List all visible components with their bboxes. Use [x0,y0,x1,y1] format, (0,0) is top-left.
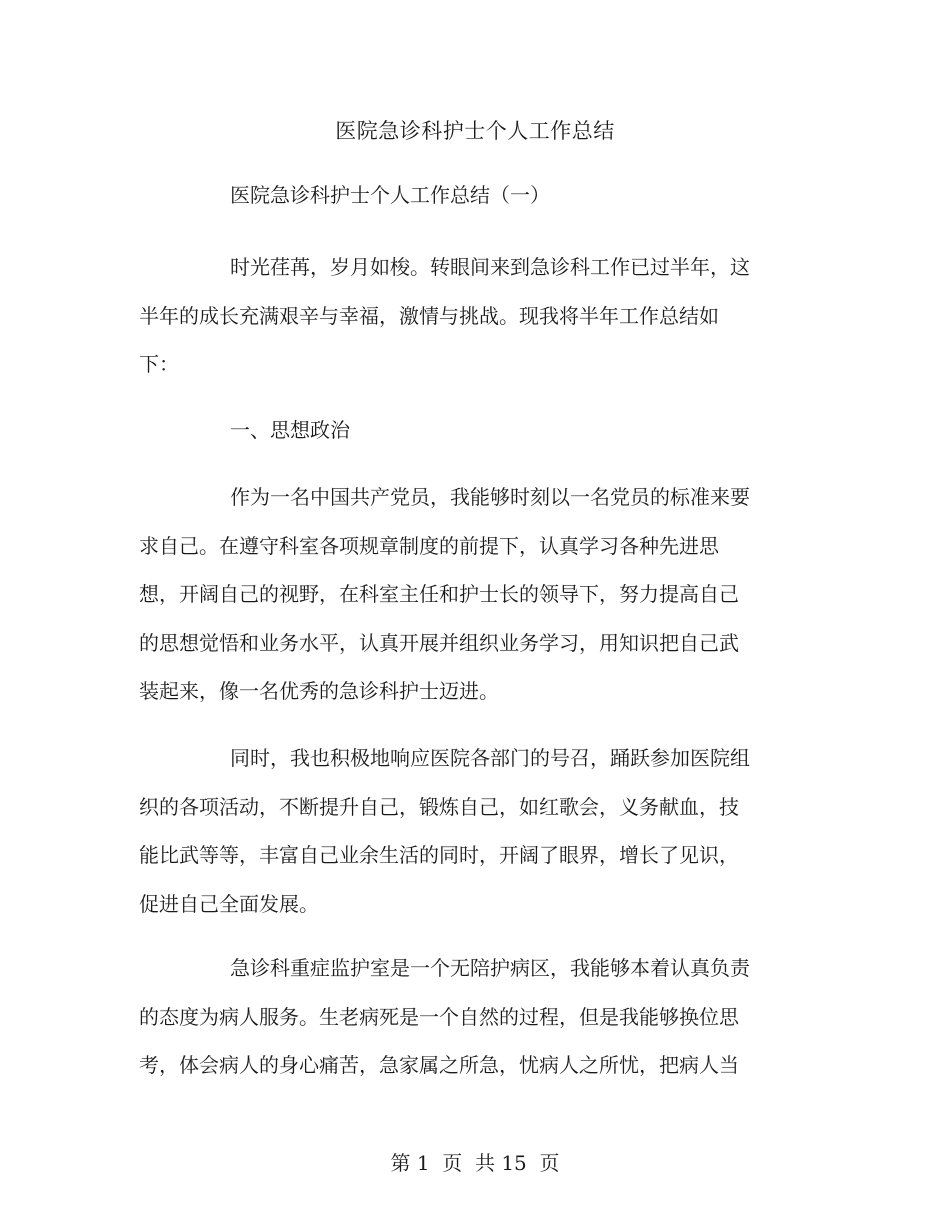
paragraph-line: 急诊科重症监护室是一个无陪护病区，我能够本着认真负责 [230,956,750,980]
paragraph-line: 的态度为病人服务。生老病死是一个自然的过程，但是我能够换位思 [139,1004,739,1029]
paragraph-intro [139,243,779,389]
paragraph-line: 想，开阔自己的视野，在科室主任和护士长的领导下，努力提高自己 [139,582,739,606]
page-footer: 第 1 页 共 15 页 [390,1151,560,1175]
paragraph-line: 下： [139,352,179,376]
paragraph-line: 作为一名中国共产党员，我能够时刻以一名党员的标准来要 [230,485,750,509]
section-heading-politics [139,406,779,455]
paragraph-line: 促进自己全面发展。 [139,891,319,916]
paragraph-line: 同时，我也积极地响应医院各部门的号召，踊跃参加医院组 [230,746,750,770]
document-subtitle: 医院急诊科护士个人工作总结（一） [230,183,550,207]
paragraph-line: 考，体会病人的身心痛苦，急家属之所急，忧病人之所忧，把病人当 [139,1053,739,1077]
paragraph-party-member [139,473,779,716]
paragraph-line: 织的各项活动，不断提升自己，锻炼自己，如红歌会，义务献血，技 [139,794,739,819]
paragraph-icu [139,944,779,1090]
paragraph-line: 半年的成长充满艰辛与幸福，激情与挑战。现我将半年工作总结如 [139,303,719,328]
paragraph-line: 时光荏苒，岁月如梭。转眼间来到急诊科工作已过半年，这 [230,255,750,279]
paragraph-line: 装起来，像一名优秀的急诊科护士迈进。 [139,679,499,703]
paragraph-line: 求自己。在遵守科室各项规章制度的前提下，认真学习各种先进思 [139,533,719,558]
section-heading: 一、思想政治 [230,418,350,442]
paragraph-line: 能比武等等，丰富自己业余生活的同时，开阔了眼界，增长了见识， [139,843,739,867]
document-title: 医院急诊科护士个人工作总结 [335,119,615,143]
paragraph-activities [139,734,779,928]
paragraph-line: 的思想觉悟和业务水平，认真开展并组织业务学习，用知识把自己武 [139,630,739,655]
